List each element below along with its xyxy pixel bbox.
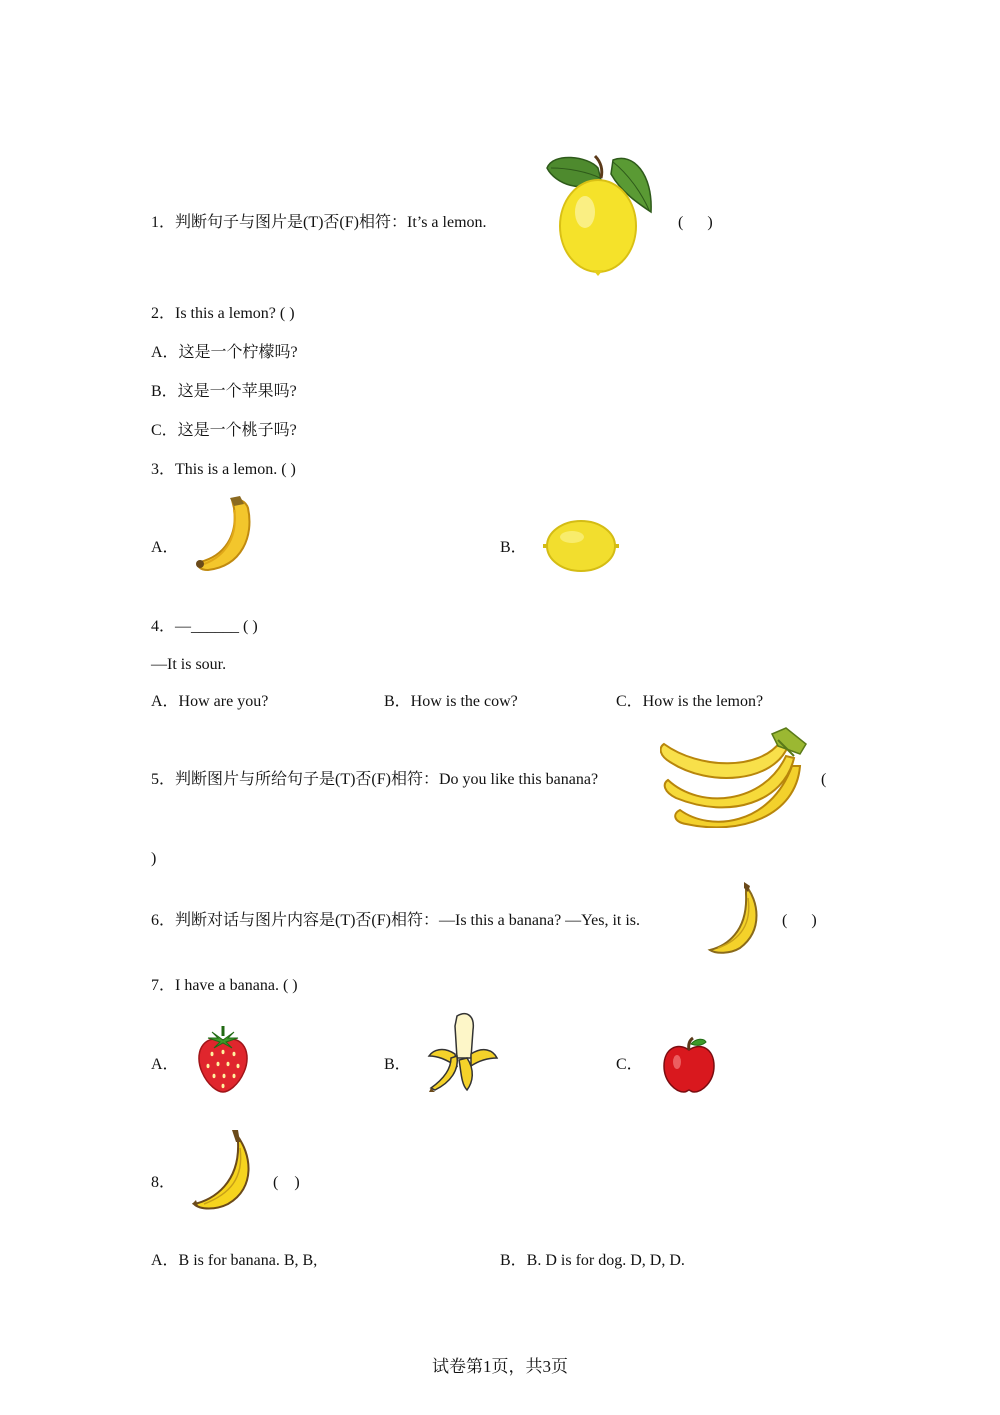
question-5-paren-open: ( [821, 771, 827, 788]
question-4-option-b: B．How is the cow? [384, 693, 518, 710]
question-1-answer-paren: ( ) [678, 214, 713, 231]
banana-image [190, 1128, 258, 1212]
question-4-text: 4．—______ ( ) [151, 618, 258, 635]
banana-image [194, 496, 254, 574]
question-1-text: 1．判断句子与图片是(T)否(F)相符：It’s a lemon. [151, 214, 487, 231]
question-3-text: 3．This is a lemon. ( ) [151, 461, 296, 478]
question-4-option-c: C．How is the lemon? [616, 693, 764, 710]
question-3-option-a-label: A． [151, 539, 179, 556]
question-2-option-b: B．这是一个苹果吗? [151, 383, 297, 400]
question-5-text: 5．判断图片与所给句子是(T)否(F)相符：Do you like this banana? [151, 771, 599, 788]
question-3-option-b-label: B． [500, 539, 527, 556]
page-footer: 试卷第1页，共3页 [432, 1357, 568, 1376]
question-2-text: 2．Is this a lemon? ( ) [151, 305, 295, 322]
question-7-text: 7．I have a banana. ( ) [151, 977, 298, 994]
question-2-option-c: C．这是一个桃子吗? [151, 422, 297, 439]
question-4-option-a: A．How are you? [151, 693, 269, 710]
question-7-option-b-label: B． [384, 1056, 411, 1073]
apple-image [660, 1036, 718, 1094]
question-8-text: 8． [151, 1174, 176, 1191]
lemon-image [542, 517, 620, 575]
question-8-answer-paren: ( ) [273, 1174, 300, 1191]
banana-bunch-image [660, 726, 810, 828]
question-4-reply: —It is sour. [151, 656, 227, 673]
peeled-banana-image [427, 1010, 499, 1094]
question-2-option-a: A．这是一个柠檬吗? [151, 344, 298, 361]
question-6-text: 6．判断对话与图片内容是(T)否(F)相符：—Is this a banana? —Yes, it is. [151, 912, 641, 929]
strawberry-image [194, 1024, 252, 1094]
question-7-option-a-label: A． [151, 1056, 179, 1073]
question-8-option-a: A．B is for banana. B, B, [151, 1252, 318, 1269]
banana-image [706, 880, 766, 956]
question-8-option-b: B．B. D is for dog. D, D, D. [500, 1252, 685, 1269]
lemon-with-leaves-image [543, 154, 658, 276]
question-5-paren-close: ) [151, 850, 157, 867]
question-6-answer-paren: ( ) [782, 912, 817, 929]
question-7-option-c-label: C． [616, 1056, 643, 1073]
